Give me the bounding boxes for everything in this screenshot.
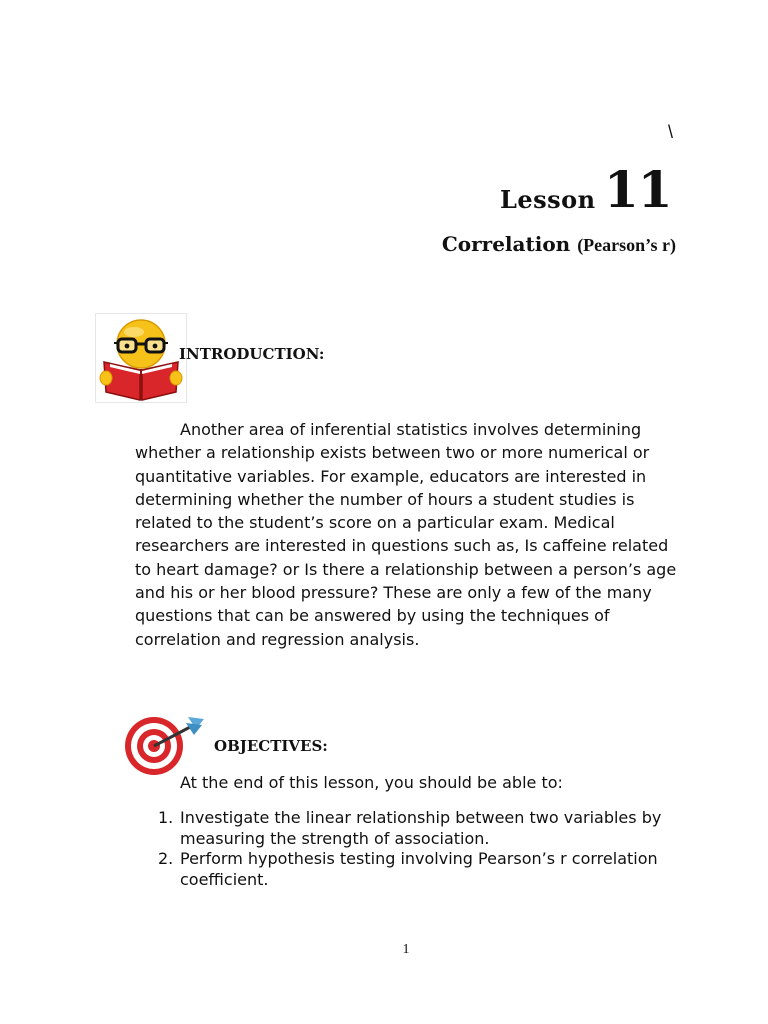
lesson-number: 11 [604,160,672,219]
objective-item [158,808,678,849]
objective-number: 1. [158,808,174,827]
objective-number: 2. [158,849,174,868]
page-number: 1 [402,942,410,957]
objective-item [158,849,678,890]
introduction-paragraph: Another area of inferential statistics involves determining whether a relationship exists between two or more numerical or quantitative variables. For example, educators are interested in determining whether the number of hours a student studies is related to the student’s score on a particular exam. Medical researchers are interested in questions such as, Is caffeine related to heart damage? or Is there a relationship between a person’s age and his or her blood pressure? These are only a few of the many questions that can be answered by using the techniques of correlation and regression analysis. [135,420,677,649]
objectives-lead: At the end of this lesson, you should be able to: [180,773,563,792]
lesson-subtitle-paren: (Pearson’s r) [577,235,676,255]
objectives-heading: OBJECTIVES: [214,737,328,755]
objectives-list [158,808,678,890]
objective-text: Perform hypothesis testing involving Pearson’s r correlation coefficient. [180,849,658,889]
lesson-label: Lesson [500,185,596,214]
lesson-subtitle [442,232,676,256]
corner-mark: \ [668,122,674,142]
introduction-body [135,418,680,651]
objective-text: Investigate the linear relationship between two variables by measuring the strength of association. [180,808,662,848]
target-with-arrow-icon [122,713,206,777]
lesson-subtitle-main: Correlation [441,232,571,256]
smiley-reading-book-icon [95,313,187,403]
introduction-heading: INTRODUCTION: [179,345,325,363]
